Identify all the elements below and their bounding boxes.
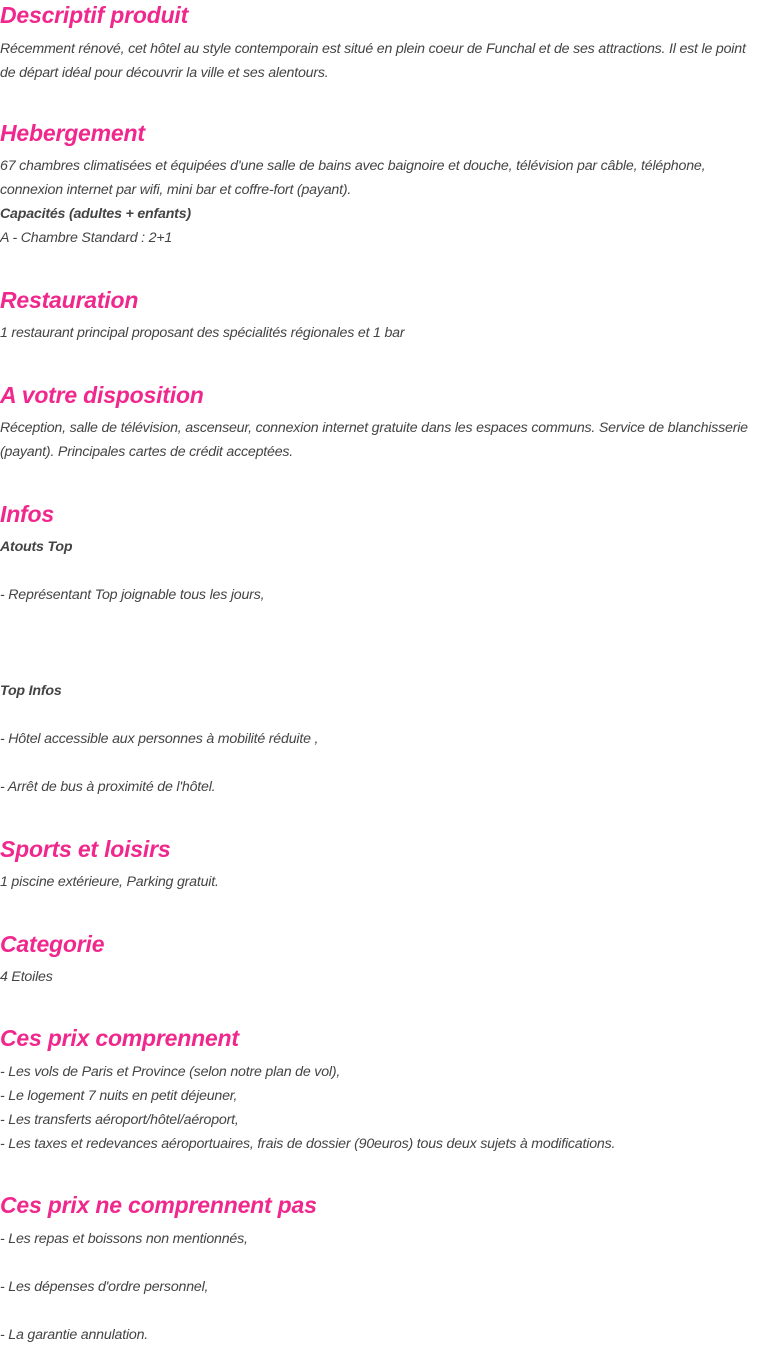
- section-infos: [0, 499, 758, 799]
- prix-inclus-item: - Le logement 7 nuits en petit déjeuner,: [0, 1088, 238, 1104]
- descriptif-text: Récemment rénové, cet hôtel au style contemporain est situé en plein coeur de Funchal et de ses attractions. Il est le point de départ idéal pour découvrir la ville et ses alentours.: [0, 41, 746, 81]
- top-infos-item: - Arrêt de bus à proximité de l'hôtel.: [0, 779, 216, 795]
- section-prix-inclus: [0, 1023, 758, 1156]
- chambre-capacity: A - Chambre Standard : 2+1: [0, 230, 173, 246]
- atouts-label: Atouts Top: [0, 539, 73, 555]
- categorie-heading: Categorie: [0, 931, 105, 957]
- atouts-item: - Représentant Top joignable tous les jours,: [0, 587, 265, 603]
- sports-heading: Sports et loisirs: [0, 836, 171, 862]
- descriptif-heading: Descriptif produit: [0, 2, 189, 28]
- disposition-text: Réception, salle de télévision, ascenseur, connexion internet gratuite dans les espaces communs. Service de blanchisserie (payant). Principales cartes de crédit acceptées.: [0, 420, 748, 460]
- sports-text: 1 piscine extérieure, Parking gratuit.: [0, 874, 219, 890]
- categorie-text: 4 Etoiles: [0, 969, 53, 985]
- hebergement-text: 67 chambres climatisées et équipées d'une salle de bains avec baignoire et douche, télévision par câble, téléphone, connexion internet par wifi, mini bar et coffre-fort (payant).: [0, 158, 706, 198]
- section-restauration: [0, 285, 758, 345]
- section-prix-exclus: [0, 1190, 758, 1347]
- prix-inclus-item: - Les taxes et redevances aéroportuaires, frais de dossier (90euros) tous deux sujets à modifications.: [0, 1136, 616, 1152]
- prix-inclus-item: - Les vols de Paris et Province (selon notre plan de vol),: [0, 1064, 341, 1080]
- top-infos-item: - Hôtel accessible aux personnes à mobilité réduite ,: [0, 731, 319, 747]
- section-sports: [0, 834, 758, 894]
- capacites-label: Capacités (adultes + enfants): [0, 206, 191, 222]
- disposition-heading: A votre disposition: [0, 382, 204, 408]
- restauration-heading: Restauration: [0, 287, 139, 313]
- prix-exclus-item: - La garantie annulation.: [0, 1327, 149, 1343]
- section-categorie: [0, 929, 758, 989]
- infos-heading: Infos: [0, 501, 54, 527]
- prix-exclus-item: - Les dépenses d'ordre personnel,: [0, 1279, 209, 1295]
- prix-inclus-item: - Les transferts aéroport/hôtel/aéroport,: [0, 1112, 239, 1128]
- restauration-text: 1 restaurant principal proposant des spécialités régionales et 1 bar: [0, 325, 405, 341]
- prix-exclus-item: - Les repas et boissons non mentionnés,: [0, 1231, 248, 1247]
- section-descriptif: [0, 0, 758, 85]
- section-hebergement: [0, 118, 758, 250]
- section-disposition: [0, 380, 758, 464]
- prix-inclus-heading: Ces prix comprennent: [0, 1025, 239, 1051]
- prix-exclus-heading: Ces prix ne comprennent pas: [0, 1192, 317, 1218]
- hebergement-heading: Hebergement: [0, 120, 145, 146]
- top-infos-label: Top Infos: [0, 683, 62, 699]
